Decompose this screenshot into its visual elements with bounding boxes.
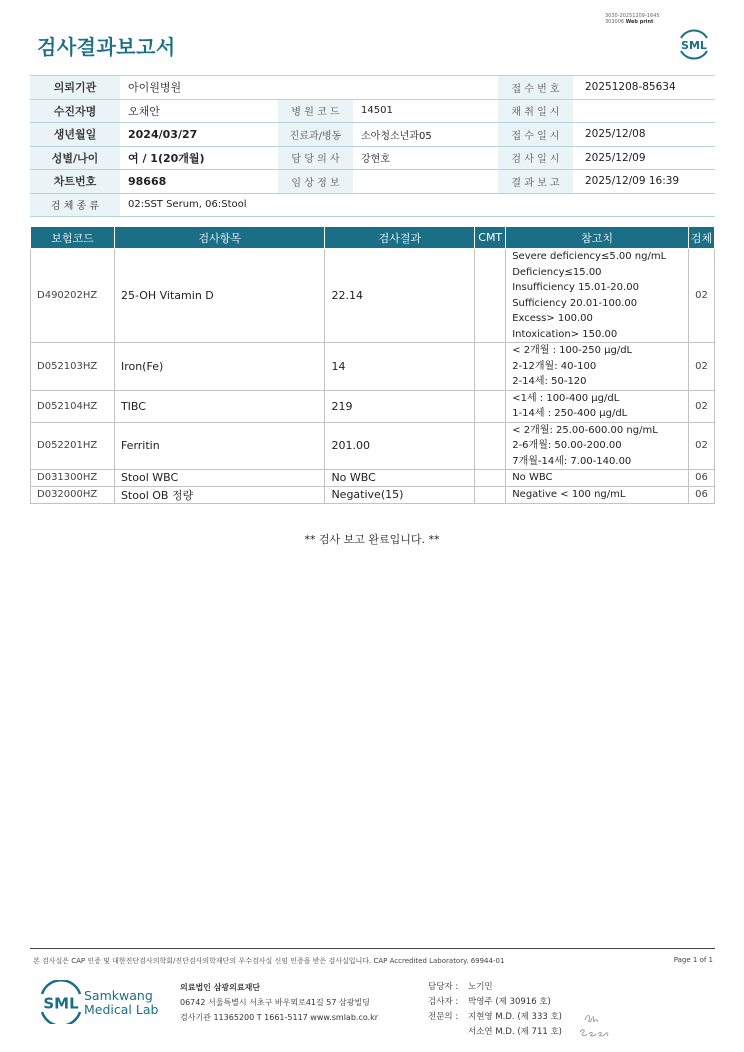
header-reference: 참고치 bbox=[506, 227, 689, 249]
report-complete-text: ** 검사 보고 완료입니다. ** bbox=[304, 533, 440, 546]
reference-line: No WBC bbox=[512, 472, 553, 483]
staff-label: 담당자 : bbox=[428, 982, 459, 992]
hosp-code-label: 병 원 코 드 bbox=[278, 100, 353, 123]
reference-line: Excess> 100.00 bbox=[512, 313, 593, 324]
reference-cell bbox=[506, 343, 689, 391]
results-header-row bbox=[31, 227, 715, 249]
header-test-item: 검사항목 bbox=[114, 227, 325, 249]
table-row bbox=[31, 390, 715, 422]
cmt-cell bbox=[475, 343, 506, 391]
info-row-specimen bbox=[30, 194, 715, 218]
specimen-value: 02:SST Serum, 06:Stool bbox=[128, 199, 247, 211]
hospital-label: 의뢰기관 bbox=[30, 76, 120, 99]
test-item-cell: Stool WBC bbox=[114, 470, 325, 487]
cmt-cell bbox=[475, 470, 506, 487]
cmt-cell bbox=[475, 486, 506, 503]
info-row-chart bbox=[30, 170, 715, 194]
table-row bbox=[31, 249, 715, 343]
header-cmt: CMT bbox=[475, 227, 506, 249]
reference-line: 1-14세 : 250-400 μg/dL bbox=[512, 408, 628, 419]
clinical-label: 임 상 정 보 bbox=[278, 170, 353, 193]
footer-divider bbox=[30, 948, 715, 949]
staff-label bbox=[428, 1025, 468, 1040]
report-date-label: 결 과 보 고 bbox=[498, 170, 573, 193]
insurance-code-cell: D031300HZ bbox=[31, 470, 115, 487]
receipt-no-value: 20251208-85634 bbox=[585, 81, 676, 94]
test-date-label: 검 사 일 시 bbox=[498, 147, 573, 170]
result-cell: No WBC bbox=[325, 470, 475, 487]
patient-info-table bbox=[30, 75, 715, 217]
table-row bbox=[31, 486, 715, 503]
reference-line: Negative < 100 ng/mL bbox=[512, 488, 626, 500]
table-row bbox=[31, 343, 715, 391]
results-table bbox=[30, 226, 715, 504]
reference-line: 2-6개월: 50.00-200.00 bbox=[512, 440, 622, 451]
table-row bbox=[31, 422, 715, 470]
specimen-cell: 02 bbox=[688, 343, 714, 391]
doc-code-num: 303006 bbox=[605, 19, 625, 25]
document-code bbox=[605, 13, 660, 25]
doctor-value: 강현호 bbox=[361, 154, 390, 166]
sex-age-value: 여 / 1(20개월) bbox=[128, 151, 205, 165]
reference-line: 2-12개월: 40-100 bbox=[512, 360, 597, 372]
staff-row bbox=[428, 1025, 562, 1040]
staff-label: 전문의 : bbox=[428, 1012, 459, 1022]
birth-value: 2024/03/27 bbox=[128, 127, 198, 141]
reference-line: Severe deficiency≤5.00 ng/mL bbox=[512, 251, 667, 262]
reference-cell bbox=[506, 470, 689, 487]
reference-cell bbox=[506, 486, 689, 503]
empty-cell bbox=[278, 76, 353, 99]
org-address: 06742 서울특별시 서초구 바우뫼로41길 57 삼광빌딩 bbox=[180, 998, 370, 1007]
signature-icon bbox=[577, 1008, 611, 1042]
sml-logo-icon bbox=[676, 26, 712, 62]
sml-footer-logo-icon bbox=[36, 980, 86, 1024]
header-specimen: 검체 bbox=[688, 227, 714, 249]
dept-label: 진료과/병동 bbox=[278, 123, 353, 146]
specimen-cell: 02 bbox=[688, 249, 714, 343]
table-row bbox=[31, 470, 715, 487]
header-insurance-code: 보험코드 bbox=[31, 227, 115, 249]
reference-cell bbox=[506, 422, 689, 470]
staff-value: 서소연 M.D. (제 711 호) bbox=[468, 1027, 563, 1037]
insurance-code-cell: D052103HZ bbox=[31, 343, 115, 391]
receipt-date-value: 2025/12/08 bbox=[585, 128, 646, 141]
staff-row bbox=[428, 995, 562, 1010]
accreditation-notice: 본 검사실은 CAP 인증 및 대한진단검사의학회/진단검사의학재단의 우수검사실 신임 인증을 받은 검사실입니다. CAP Accredited Laboratory. 69944-01 bbox=[33, 957, 505, 965]
hospital-value: 아이원병원 bbox=[128, 81, 182, 95]
specimen-cell: 06 bbox=[688, 486, 714, 503]
patient-value: 오채안 bbox=[128, 104, 160, 118]
insurance-code-cell: D032000HZ bbox=[31, 486, 115, 503]
sml-logo-text: SML bbox=[681, 39, 707, 52]
organization-info bbox=[180, 980, 378, 1025]
result-cell: 14 bbox=[325, 343, 475, 391]
staff-row bbox=[428, 980, 562, 995]
page-number: Page 1 of 1 bbox=[673, 956, 713, 964]
report-date-value: 2025/12/09 16:39 bbox=[585, 175, 680, 188]
doc-code-line1: 3030-20251209-1645 bbox=[605, 13, 660, 19]
info-row-hospital bbox=[30, 76, 715, 100]
info-row-patient bbox=[30, 100, 715, 124]
cmt-cell bbox=[475, 422, 506, 470]
info-row-birth bbox=[30, 123, 715, 147]
web-print-label: Web print bbox=[625, 19, 654, 25]
org-contact: 검사기관 11365200 T 1661-5117 www.smlab.co.kr bbox=[180, 1013, 379, 1022]
cmt-cell bbox=[475, 249, 506, 343]
page-title: 검사결과보고서 bbox=[37, 35, 176, 59]
chart-label: 차트번호 bbox=[30, 170, 120, 193]
info-row-sex-age bbox=[30, 147, 715, 171]
test-item-cell: Ferritin bbox=[114, 422, 325, 470]
receipt-no-label: 접 수 번 호 bbox=[498, 76, 573, 99]
test-item-cell: Iron(Fe) bbox=[114, 343, 325, 391]
dept-value: 소아청소년과05 bbox=[361, 130, 432, 142]
specimen-cell: 02 bbox=[688, 422, 714, 470]
header-result: 검사결과 bbox=[325, 227, 475, 249]
test-item-cell: Stool OB 정량 bbox=[114, 486, 325, 503]
org-name: 의료법인 삼광의료재단 bbox=[180, 983, 261, 992]
brand-name bbox=[84, 989, 158, 1017]
staff-value: 박영주 (제 30916 호) bbox=[468, 997, 551, 1007]
reference-line: < 2개월: 25.00-600.00 ng/mL bbox=[512, 424, 658, 436]
staff-value: 노기민 bbox=[468, 982, 493, 992]
reference-line: 2-14세: 50-120 bbox=[512, 376, 587, 387]
staff-list bbox=[428, 980, 562, 1040]
result-cell: 201.00 bbox=[325, 422, 475, 470]
reference-cell bbox=[506, 390, 689, 422]
receipt-date-label: 접 수 일 시 bbox=[498, 123, 573, 146]
reference-line: Insufficiency 15.01-20.00 bbox=[512, 282, 639, 293]
insurance-code-cell: D052104HZ bbox=[31, 390, 115, 422]
reference-line: Sufficiency 20.01-100.00 bbox=[512, 297, 638, 309]
reference-line: < 2개월 : 100-250 μg/dL bbox=[512, 345, 633, 356]
specimen-cell: 06 bbox=[688, 470, 714, 487]
brand-line2: Medical Lab bbox=[84, 1002, 159, 1017]
reference-cell bbox=[506, 249, 689, 343]
brand-line1: Samkwang bbox=[84, 988, 153, 1003]
patient-label: 수진자명 bbox=[30, 100, 120, 123]
test-date-value: 2025/12/09 bbox=[585, 151, 646, 164]
collect-date-label: 채 취 일 시 bbox=[498, 100, 573, 123]
reference-line: Intoxication> 150.00 bbox=[512, 328, 618, 340]
result-cell: Negative(15) bbox=[325, 486, 475, 503]
chart-value: 98668 bbox=[128, 174, 167, 188]
hosp-code-value: 14501 bbox=[361, 105, 393, 117]
staff-row bbox=[428, 1010, 562, 1025]
reference-line: 7개월-14세: 7.00-140.00 bbox=[512, 455, 632, 467]
result-cell: 219 bbox=[325, 390, 475, 422]
specimen-label: 검 체 종 류 bbox=[30, 194, 120, 217]
sml-footer-logo-text: SML bbox=[43, 994, 79, 1013]
result-cell: 22.14 bbox=[325, 249, 475, 343]
staff-value: 지현영 M.D. (제 333 호) bbox=[468, 1012, 563, 1022]
insurance-code-cell: D052201HZ bbox=[31, 422, 115, 470]
reference-line: <1세 : 100-400 μg/dL bbox=[512, 392, 620, 404]
staff-label: 검사자 : bbox=[428, 997, 459, 1007]
specimen-cell: 02 bbox=[688, 390, 714, 422]
birth-label: 생년월일 bbox=[30, 123, 120, 146]
insurance-code-cell: D490202HZ bbox=[31, 249, 115, 343]
reference-line: Deficiency≤15.00 bbox=[512, 266, 602, 278]
test-item-cell: 25-OH Vitamin D bbox=[114, 249, 325, 343]
doctor-label: 담 당 의 사 bbox=[278, 147, 353, 170]
test-item-cell: TIBC bbox=[114, 390, 325, 422]
sex-age-label: 성별/나이 bbox=[30, 147, 120, 170]
cmt-cell bbox=[475, 390, 506, 422]
